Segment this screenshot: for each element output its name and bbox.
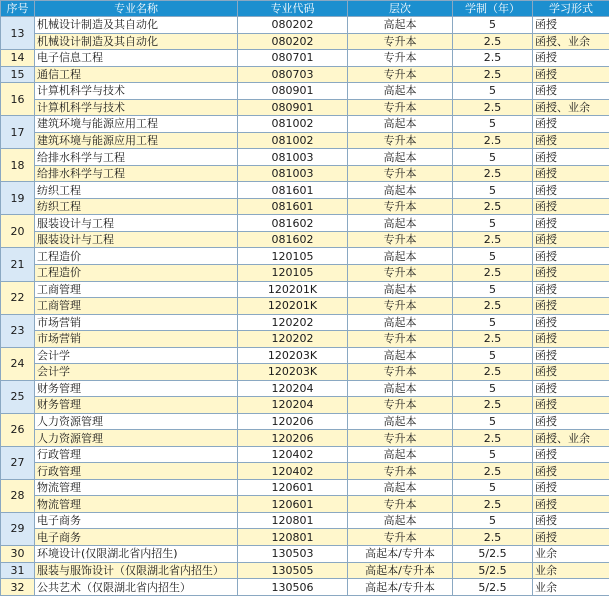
cell-code: 120201K bbox=[238, 298, 348, 315]
cell-name: 人力资源管理 bbox=[35, 430, 238, 447]
cell-years: 2.5 bbox=[453, 397, 533, 414]
cell-years: 5 bbox=[453, 347, 533, 364]
cell-mode: 函授 bbox=[533, 149, 609, 166]
cell-years: 5/2.5 bbox=[453, 546, 533, 563]
cell-name: 人力资源管理 bbox=[35, 413, 238, 430]
cell-mode: 函授 bbox=[533, 496, 609, 513]
cell-code: 081601 bbox=[238, 182, 348, 199]
table-row bbox=[1, 99, 609, 116]
cell-mode: 函授 bbox=[533, 50, 609, 67]
cell-years: 5 bbox=[453, 380, 533, 397]
table-row bbox=[1, 182, 609, 199]
table-body bbox=[1, 17, 609, 596]
cell-years: 2.5 bbox=[453, 430, 533, 447]
cell-mode: 函授 bbox=[533, 116, 609, 133]
cell-code: 130503 bbox=[238, 546, 348, 563]
cell-name: 给排水科学与工程 bbox=[35, 165, 238, 182]
cell-years: 2.5 bbox=[453, 496, 533, 513]
cell-name: 建筑环境与能源应用工程 bbox=[35, 132, 238, 149]
cell-mode: 函授 bbox=[533, 331, 609, 348]
cell-years: 2.5 bbox=[453, 298, 533, 315]
table-row bbox=[1, 579, 609, 596]
cell-name: 纺织工程 bbox=[35, 198, 238, 215]
cell-name: 计算机科学与技术 bbox=[35, 83, 238, 100]
table-row bbox=[1, 165, 609, 182]
cell-code: 120601 bbox=[238, 479, 348, 496]
table-row bbox=[1, 397, 609, 414]
cell-level: 专升本 bbox=[348, 298, 453, 315]
cell-years: 2.5 bbox=[453, 331, 533, 348]
cell-seq: 32 bbox=[1, 579, 35, 596]
cell-level: 高起本 bbox=[348, 479, 453, 496]
cell-years: 5 bbox=[453, 83, 533, 100]
cell-level: 专升本 bbox=[348, 463, 453, 480]
cell-code: 080901 bbox=[238, 83, 348, 100]
cell-years: 5 bbox=[453, 413, 533, 430]
header-mode: 学习形式 bbox=[533, 1, 609, 17]
cell-level: 高起本 bbox=[348, 347, 453, 364]
cell-level: 高起本 bbox=[348, 83, 453, 100]
table-row bbox=[1, 446, 609, 463]
cell-mode: 业余 bbox=[533, 546, 609, 563]
table-row bbox=[1, 463, 609, 480]
cell-code: 120601 bbox=[238, 496, 348, 513]
cell-code: 130505 bbox=[238, 562, 348, 579]
cell-code: 120206 bbox=[238, 413, 348, 430]
cell-code: 120204 bbox=[238, 380, 348, 397]
cell-name: 物流管理 bbox=[35, 496, 238, 513]
table-row bbox=[1, 66, 609, 83]
cell-mode: 函授 bbox=[533, 215, 609, 232]
cell-mode: 函授 bbox=[533, 198, 609, 215]
cell-mode: 函授、业余 bbox=[533, 430, 609, 447]
cell-code: 080202 bbox=[238, 17, 348, 34]
cell-mode: 函授 bbox=[533, 463, 609, 480]
cell-mode: 函授 bbox=[533, 17, 609, 34]
cell-years: 5 bbox=[453, 281, 533, 298]
cell-level: 专升本 bbox=[348, 496, 453, 513]
cell-level: 高起本 bbox=[348, 281, 453, 298]
cell-years: 2.5 bbox=[453, 198, 533, 215]
cell-name: 工商管理 bbox=[35, 298, 238, 315]
cell-years: 2.5 bbox=[453, 529, 533, 546]
cell-name: 市场营销 bbox=[35, 331, 238, 348]
cell-code: 081602 bbox=[238, 231, 348, 248]
table-row bbox=[1, 264, 609, 281]
cell-level: 高起本 bbox=[348, 182, 453, 199]
cell-code: 081602 bbox=[238, 215, 348, 232]
cell-code: 120801 bbox=[238, 529, 348, 546]
cell-mode: 函授 bbox=[533, 397, 609, 414]
cell-code: 120204 bbox=[238, 397, 348, 414]
cell-level: 专升本 bbox=[348, 529, 453, 546]
cell-name: 会计学 bbox=[35, 364, 238, 381]
cell-name: 建筑环境与能源应用工程 bbox=[35, 116, 238, 133]
table-row bbox=[1, 198, 609, 215]
cell-name: 财务管理 bbox=[35, 397, 238, 414]
cell-code: 081003 bbox=[238, 165, 348, 182]
cell-seq: 20 bbox=[1, 215, 35, 248]
cell-level: 高起本 bbox=[348, 314, 453, 331]
cell-level: 专升本 bbox=[348, 264, 453, 281]
cell-years: 5 bbox=[453, 446, 533, 463]
cell-seq: 30 bbox=[1, 546, 35, 563]
cell-name: 行政管理 bbox=[35, 446, 238, 463]
cell-name: 工程造价 bbox=[35, 264, 238, 281]
table-row bbox=[1, 149, 609, 166]
cell-level: 高起本/专升本 bbox=[348, 562, 453, 579]
cell-years: 5 bbox=[453, 248, 533, 265]
cell-code: 080703 bbox=[238, 66, 348, 83]
cell-name: 电子信息工程 bbox=[35, 50, 238, 67]
cell-code: 120105 bbox=[238, 248, 348, 265]
cell-code: 120201K bbox=[238, 281, 348, 298]
cell-years: 2.5 bbox=[453, 99, 533, 116]
table-row bbox=[1, 248, 609, 265]
cell-mode: 函授 bbox=[533, 479, 609, 496]
cell-years: 5 bbox=[453, 116, 533, 133]
cell-mode: 函授 bbox=[533, 380, 609, 397]
cell-level: 高起本 bbox=[348, 17, 453, 34]
cell-years: 5 bbox=[453, 17, 533, 34]
header-seq: 序号 bbox=[1, 1, 35, 17]
cell-code: 080901 bbox=[238, 99, 348, 116]
cell-name: 财务管理 bbox=[35, 380, 238, 397]
cell-years: 2.5 bbox=[453, 463, 533, 480]
cell-mode: 函授 bbox=[533, 347, 609, 364]
cell-level: 高起本 bbox=[348, 149, 453, 166]
cell-seq: 21 bbox=[1, 248, 35, 281]
cell-years: 2.5 bbox=[453, 231, 533, 248]
cell-mode: 函授 bbox=[533, 413, 609, 430]
cell-level: 专升本 bbox=[348, 99, 453, 116]
cell-seq: 24 bbox=[1, 347, 35, 380]
cell-years: 5 bbox=[453, 479, 533, 496]
cell-seq: 31 bbox=[1, 562, 35, 579]
table-row bbox=[1, 33, 609, 50]
table-row bbox=[1, 413, 609, 430]
cell-mode: 函授 bbox=[533, 165, 609, 182]
table-row bbox=[1, 281, 609, 298]
cell-years: 2.5 bbox=[453, 33, 533, 50]
cell-name: 工程造价 bbox=[35, 248, 238, 265]
table-row bbox=[1, 314, 609, 331]
cell-level: 高起本 bbox=[348, 248, 453, 265]
cell-years: 5 bbox=[453, 149, 533, 166]
cell-name: 环境设计(仅限湖北省内招生) bbox=[35, 546, 238, 563]
cell-level: 专升本 bbox=[348, 364, 453, 381]
cell-level: 高起本 bbox=[348, 215, 453, 232]
cell-years: 2.5 bbox=[453, 66, 533, 83]
cell-seq: 19 bbox=[1, 182, 35, 215]
table-row bbox=[1, 83, 609, 100]
cell-years: 5/2.5 bbox=[453, 562, 533, 579]
cell-name: 机械设计制造及其自动化 bbox=[35, 33, 238, 50]
cell-level: 高起本 bbox=[348, 446, 453, 463]
cell-code: 120202 bbox=[238, 314, 348, 331]
cell-name: 机械设计制造及其自动化 bbox=[35, 17, 238, 34]
header-code: 专业代码 bbox=[238, 1, 348, 17]
cell-mode: 函授 bbox=[533, 446, 609, 463]
cell-name: 通信工程 bbox=[35, 66, 238, 83]
cell-mode: 函授 bbox=[533, 281, 609, 298]
cell-code: 080202 bbox=[238, 33, 348, 50]
cell-code: 081002 bbox=[238, 132, 348, 149]
cell-mode: 业余 bbox=[533, 579, 609, 596]
header-row bbox=[1, 1, 609, 17]
cell-code: 120801 bbox=[238, 512, 348, 529]
table-row bbox=[1, 364, 609, 381]
cell-years: 2.5 bbox=[453, 50, 533, 67]
cell-years: 5 bbox=[453, 182, 533, 199]
cell-level: 专升本 bbox=[348, 430, 453, 447]
cell-code: 120202 bbox=[238, 331, 348, 348]
table-row bbox=[1, 430, 609, 447]
cell-code: 120203K bbox=[238, 364, 348, 381]
cell-name: 行政管理 bbox=[35, 463, 238, 480]
cell-level: 专升本 bbox=[348, 231, 453, 248]
cell-mode: 函授 bbox=[533, 248, 609, 265]
cell-level: 高起本 bbox=[348, 380, 453, 397]
cell-level: 专升本 bbox=[348, 33, 453, 50]
table-row bbox=[1, 331, 609, 348]
cell-mode: 函授 bbox=[533, 364, 609, 381]
cell-level: 高起本/专升本 bbox=[348, 546, 453, 563]
table-row bbox=[1, 496, 609, 513]
cell-seq: 22 bbox=[1, 281, 35, 314]
cell-name: 工商管理 bbox=[35, 281, 238, 298]
table-row bbox=[1, 50, 609, 67]
table-row bbox=[1, 17, 609, 34]
cell-level: 专升本 bbox=[348, 165, 453, 182]
cell-mode: 函授 bbox=[533, 182, 609, 199]
table-row bbox=[1, 116, 609, 133]
cell-seq: 13 bbox=[1, 17, 35, 50]
cell-level: 高起本 bbox=[348, 413, 453, 430]
cell-mode: 函授 bbox=[533, 264, 609, 281]
cell-code: 080701 bbox=[238, 50, 348, 67]
cell-level: 高起本 bbox=[348, 512, 453, 529]
cell-years: 2.5 bbox=[453, 364, 533, 381]
cell-seq: 15 bbox=[1, 66, 35, 83]
cell-name: 市场营销 bbox=[35, 314, 238, 331]
cell-years: 5 bbox=[453, 215, 533, 232]
cell-years: 2.5 bbox=[453, 165, 533, 182]
cell-code: 120402 bbox=[238, 446, 348, 463]
cell-name: 计算机科学与技术 bbox=[35, 99, 238, 116]
cell-name: 会计学 bbox=[35, 347, 238, 364]
cell-seq: 16 bbox=[1, 83, 35, 116]
cell-name: 电子商务 bbox=[35, 529, 238, 546]
cell-seq: 17 bbox=[1, 116, 35, 149]
table-row bbox=[1, 512, 609, 529]
cell-seq: 29 bbox=[1, 512, 35, 545]
cell-level: 专升本 bbox=[348, 397, 453, 414]
cell-mode: 函授 bbox=[533, 231, 609, 248]
cell-level: 专升本 bbox=[348, 331, 453, 348]
cell-code: 120402 bbox=[238, 463, 348, 480]
cell-mode: 函授 bbox=[533, 83, 609, 100]
cell-seq: 25 bbox=[1, 380, 35, 413]
cell-name: 物流管理 bbox=[35, 479, 238, 496]
cell-mode: 函授 bbox=[533, 529, 609, 546]
cell-name: 服装与服饰设计（仅限湖北省内招生） bbox=[35, 562, 238, 579]
cell-mode: 函授 bbox=[533, 298, 609, 315]
cell-code: 120203K bbox=[238, 347, 348, 364]
header-years: 学制（年） bbox=[453, 1, 533, 17]
cell-seq: 28 bbox=[1, 479, 35, 512]
cell-seq: 18 bbox=[1, 149, 35, 182]
cell-code: 130506 bbox=[238, 579, 348, 596]
table-row bbox=[1, 132, 609, 149]
cell-years: 2.5 bbox=[453, 132, 533, 149]
cell-name: 纺织工程 bbox=[35, 182, 238, 199]
cell-mode: 函授 bbox=[533, 512, 609, 529]
table-row bbox=[1, 347, 609, 364]
cell-level: 专升本 bbox=[348, 50, 453, 67]
table-row bbox=[1, 298, 609, 315]
cell-name: 服装设计与工程 bbox=[35, 215, 238, 232]
table-row bbox=[1, 380, 609, 397]
cell-seq: 27 bbox=[1, 446, 35, 479]
cell-mode: 函授 bbox=[533, 132, 609, 149]
table-row bbox=[1, 546, 609, 563]
cell-level: 专升本 bbox=[348, 132, 453, 149]
header-level: 层次 bbox=[348, 1, 453, 17]
cell-code: 081002 bbox=[238, 116, 348, 133]
cell-years: 5/2.5 bbox=[453, 579, 533, 596]
cell-years: 5 bbox=[453, 314, 533, 331]
cell-name: 公共艺术（仅限湖北省内招生） bbox=[35, 579, 238, 596]
cell-mode: 函授 bbox=[533, 314, 609, 331]
table-row bbox=[1, 562, 609, 579]
cell-name: 给排水科学与工程 bbox=[35, 149, 238, 166]
table-row bbox=[1, 529, 609, 546]
cell-mode: 函授 bbox=[533, 66, 609, 83]
header-name: 专业名称 bbox=[35, 1, 238, 17]
cell-mode: 函授、业余 bbox=[533, 33, 609, 50]
cell-years: 2.5 bbox=[453, 264, 533, 281]
table-row bbox=[1, 215, 609, 232]
table-row bbox=[1, 231, 609, 248]
cell-code: 120105 bbox=[238, 264, 348, 281]
table-row bbox=[1, 479, 609, 496]
cell-level: 专升本 bbox=[348, 66, 453, 83]
cell-years: 5 bbox=[453, 512, 533, 529]
cell-mode: 业余 bbox=[533, 562, 609, 579]
cell-seq: 26 bbox=[1, 413, 35, 446]
cell-code: 081601 bbox=[238, 198, 348, 215]
cell-mode: 函授、业余 bbox=[533, 99, 609, 116]
cell-name: 电子商务 bbox=[35, 512, 238, 529]
cell-seq: 23 bbox=[1, 314, 35, 347]
cell-level: 专升本 bbox=[348, 198, 453, 215]
cell-seq: 14 bbox=[1, 50, 35, 67]
cell-code: 120206 bbox=[238, 430, 348, 447]
cell-name: 服装设计与工程 bbox=[35, 231, 238, 248]
cell-level: 高起本/专升本 bbox=[348, 579, 453, 596]
cell-level: 高起本 bbox=[348, 116, 453, 133]
cell-code: 081003 bbox=[238, 149, 348, 166]
